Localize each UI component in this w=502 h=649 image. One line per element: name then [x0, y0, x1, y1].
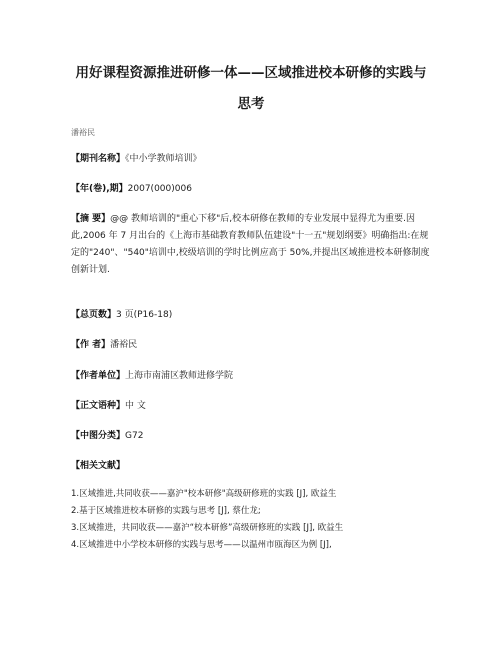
- field-value: 上海市南浦区教师进修学院: [125, 371, 234, 381]
- field-affiliation: [71, 368, 431, 385]
- field-value: 2007(000)006: [127, 184, 192, 194]
- field-value: @@ 教师培训的"重心下移"后,校本研修在教师的专业发展中显得尤为重要.因此,2006 年 7 月出台的《上海市基础教育教师队伍建设"十一五"规划纲要》明确指出:在规定的"240"、"540"培训中,校级培训的学时比例应高于 50%,并提出区域推进校本研修制度创新计划.: [71, 214, 430, 275]
- field-author: [71, 337, 431, 354]
- reference-item: 2.基于区域推进校本研修的实践与思考 [J], 蔡仕龙;: [71, 506, 261, 516]
- field-label: 【期刊名称】: [71, 154, 126, 164]
- field-classification: [71, 428, 431, 445]
- field-abstract: [71, 211, 431, 279]
- field-pages: [71, 307, 431, 324]
- reference-list: [71, 486, 431, 554]
- field-label: 【作 者】: [71, 340, 111, 350]
- reference-item: 3.区域推进，共同收获——嘉沪“校本研修”高级研修班的实践 [J], 欧益生: [71, 523, 344, 533]
- field-related: [71, 458, 431, 475]
- title-line-2: 思考: [237, 96, 265, 112]
- author-byline: 潘裕民: [71, 128, 95, 137]
- field-label: 【总页数】: [71, 310, 117, 320]
- document-title: [40, 58, 462, 120]
- field-value: 3 页(P16-18): [116, 310, 173, 320]
- field-journal: [71, 151, 431, 168]
- title-line-1: 用好课程资源推进研修一体——区域推进校本研修的实践与: [75, 65, 427, 81]
- field-label: 【相关文献】: [71, 461, 126, 471]
- field-language: [71, 398, 431, 415]
- field-value: 潘裕民: [110, 340, 138, 350]
- field-value: 《中小学教师培训》: [125, 154, 202, 164]
- reference-item: 1.区域推进,共同收获——嘉沪"校本研修"高级研修班的实践 [J], 欧益生: [71, 489, 337, 499]
- field-year: [71, 181, 431, 198]
- reference-item: 4.区域推进中小学校本研修的实践与思考——以温州市瓯海区为例 [J],: [71, 540, 332, 550]
- field-label: 【正文语种】: [71, 401, 126, 411]
- field-value: 中 文: [125, 401, 146, 411]
- field-label: 【作者单位】: [71, 371, 126, 381]
- field-label: 【年(卷),期】: [71, 184, 128, 194]
- field-label: 【摘 要】: [71, 214, 111, 224]
- field-label: 【中图分类】: [71, 431, 126, 441]
- field-value: G72: [125, 431, 144, 441]
